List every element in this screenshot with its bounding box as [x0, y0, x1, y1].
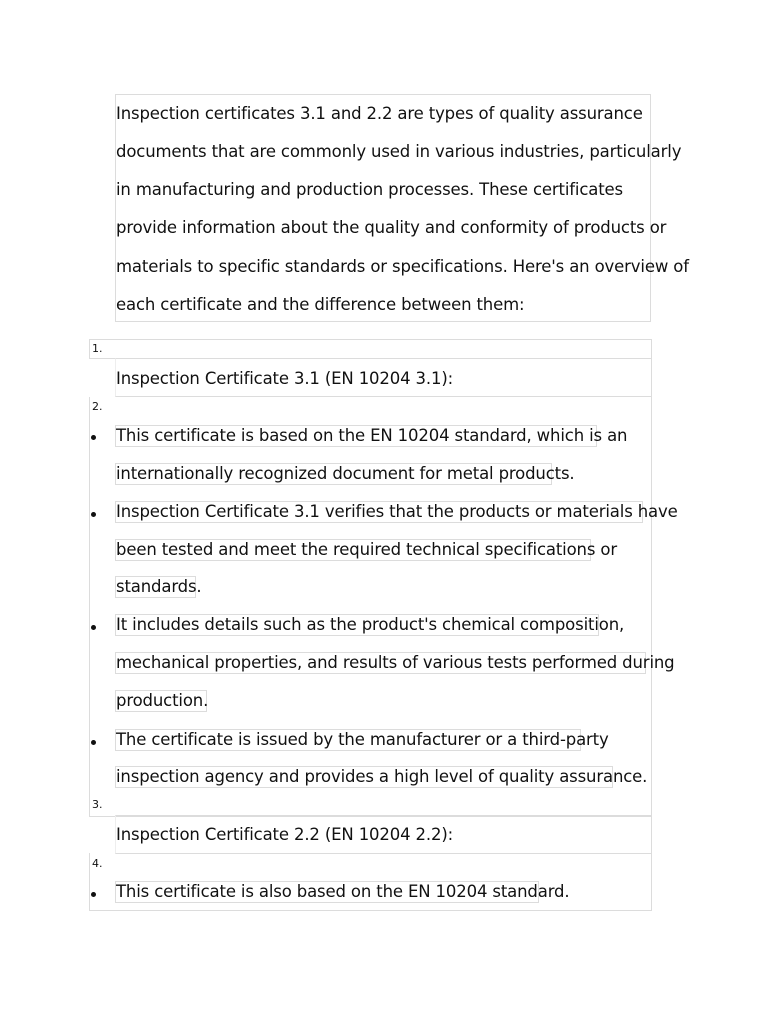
- bullet-text-line: internationally recognized document for metal products.: [116, 464, 575, 483]
- intro-line: materials to specific standards or specifications. Here's an overview of: [116, 257, 689, 276]
- bullet-text-line: mechanical properties, and results of various tests performed during: [116, 653, 675, 672]
- bullet-dot: [91, 740, 96, 745]
- bullet-text-line: The certificate is issued by the manufacturer or a third-party: [116, 730, 609, 749]
- bullet-dot: [91, 435, 96, 440]
- intro-line: Inspection certificates 3.1 and 2.2 are types of quality assurance: [116, 104, 643, 123]
- intro-paragraph-box: [115, 94, 651, 322]
- bullet-text-line: inspection agency and provides a high level of quality assurance.: [116, 767, 648, 786]
- bullet-text-line: standards.: [116, 577, 202, 596]
- list-number: 1.: [92, 342, 103, 355]
- intro-line: documents that are commonly used in various industries, particularly: [116, 142, 682, 161]
- bullet-text-line: Inspection Certificate 3.1 verifies that the products or materials have: [116, 502, 678, 521]
- section-heading-2-2: Inspection Certificate 2.2 (EN 10204 2.2):: [116, 825, 454, 844]
- bullet-text-line: This certificate is also based on the EN 10204 standard.: [116, 882, 570, 901]
- list-number: 4.: [92, 857, 103, 870]
- list-number: 3.: [92, 798, 103, 811]
- list-number-box: [89, 339, 652, 359]
- intro-line: each certificate and the difference between them:: [116, 295, 525, 314]
- bullet-list: [89, 397, 652, 817]
- bullet-text-line: been tested and meet the required technical specifications or: [116, 540, 617, 559]
- intro-line: in manufacturing and production processes. These certificates: [116, 180, 624, 199]
- bullet-text-line: production.: [116, 691, 209, 710]
- section-heading-3-1: Inspection Certificate 3.1 (EN 10204 3.1):: [116, 369, 454, 388]
- bullet-text-line: It includes details such as the product's chemical composition,: [116, 615, 625, 634]
- intro-line: provide information about the quality and conformity of products or: [116, 218, 667, 237]
- bullet-dot: [91, 512, 96, 517]
- bullet-dot: [91, 892, 96, 897]
- bullet-text-line: This certificate is based on the EN 10204 standard, which is an: [116, 426, 628, 445]
- bullet-dot: [91, 625, 96, 630]
- list-number: 2.: [92, 400, 103, 413]
